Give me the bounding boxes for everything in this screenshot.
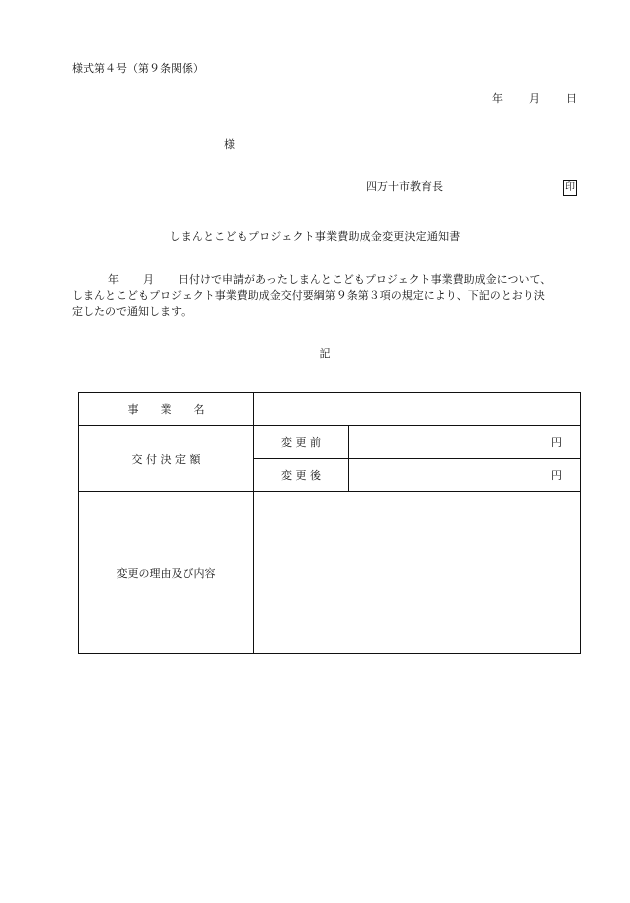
- project-name-value: [254, 393, 581, 426]
- issuer: 四万十市教育長: [366, 180, 443, 193]
- body-month: 月: [143, 273, 154, 286]
- body-line-1: [72, 272, 582, 288]
- ki-heading: 記: [319, 347, 331, 360]
- body-year: 年: [108, 273, 119, 286]
- before-amount: [349, 426, 581, 459]
- document-title: しまんとこどもプロジェクト事業費助成金変更決定通知書: [169, 230, 461, 243]
- after-label: 変 更 後: [254, 459, 349, 492]
- body-line-2: しまんとこどもプロジェクト事業費助成金交付要綱第９条第３項の規定により、下記のとおり決: [72, 289, 545, 302]
- form-number: 様式第４号（第９条関係）: [72, 62, 204, 75]
- body-text: [72, 272, 582, 320]
- body-line-3: 定したので通知します。: [72, 305, 193, 318]
- before-yen: 円: [551, 436, 562, 449]
- seal-mark: 印: [563, 180, 577, 196]
- after-yen: 円: [551, 469, 562, 482]
- before-label: 変 更 前: [254, 426, 349, 459]
- date-year: 年: [492, 92, 503, 105]
- row-amount-before: [79, 426, 581, 459]
- detail-table: [78, 392, 581, 654]
- row-reason: [79, 492, 581, 654]
- grant-amount-label: 交 付 決 定 額: [79, 426, 254, 492]
- project-name-label: 事 業 名: [79, 393, 254, 426]
- reason-label: 変更の理由及び内容: [79, 492, 254, 654]
- addressee-suffix: 様: [224, 138, 235, 151]
- reason-value: [254, 492, 581, 654]
- after-amount: [349, 459, 581, 492]
- date-month: 月: [529, 92, 540, 105]
- body-line1-text: 日付けで申請があったしまんとこどもプロジェクト事業費助成金について、: [178, 273, 552, 286]
- date-line: [492, 92, 577, 106]
- date-day: 日: [566, 92, 577, 105]
- row-project-name: [79, 393, 581, 426]
